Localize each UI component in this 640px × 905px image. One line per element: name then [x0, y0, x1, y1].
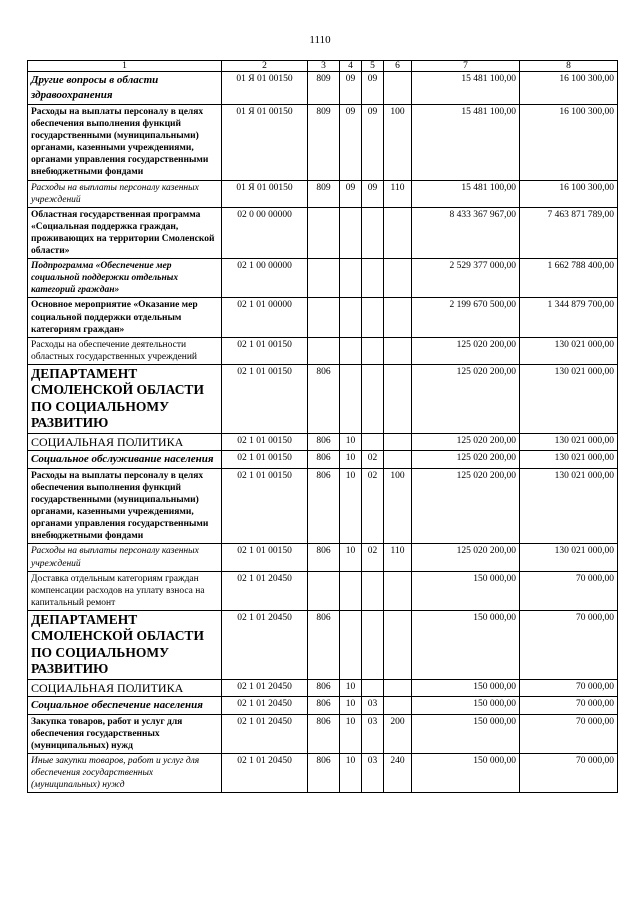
row-name: Основное мероприятие «Оказание мер социальной поддержки отдельным категориям граждан»	[28, 298, 222, 337]
row-ministry: 806	[308, 544, 340, 571]
row-name: Расходы на выплаты персоналу казенных учреждений	[28, 544, 222, 571]
row-section: 10	[340, 714, 362, 753]
row-code: 02 1 01 00150	[222, 450, 308, 468]
row-code: 02 1 00 00000	[222, 259, 308, 298]
row-section: 10	[340, 544, 362, 571]
row-ministry: 806	[308, 364, 340, 433]
row-amount-year2: 7 463 871 789,00	[520, 207, 618, 258]
row-amount-year2: 70 000,00	[520, 610, 618, 679]
row-subsection: 09	[362, 72, 384, 105]
row-subsection: 03	[362, 714, 384, 753]
row-expense-type	[384, 679, 412, 696]
row-name: Социальное обеспечение населения	[28, 696, 222, 714]
row-subsection: 03	[362, 754, 384, 793]
row-subsection: 03	[362, 696, 384, 714]
row-expense-type: 240	[384, 754, 412, 793]
row-subsection	[362, 259, 384, 298]
row-expense-type: 110	[384, 544, 412, 571]
table-row	[28, 544, 618, 571]
row-code: 01 Я 01 00150	[222, 180, 308, 207]
row-amount-year1: 8 433 367 967,00	[412, 207, 520, 258]
row-amount-year1: 150 000,00	[412, 696, 520, 714]
row-amount-year1: 125 020 200,00	[412, 337, 520, 364]
column-header: 6	[384, 61, 412, 72]
row-amount-year2: 16 100 300,00	[520, 180, 618, 207]
row-expense-type: 100	[384, 105, 412, 181]
row-code: 02 1 01 00000	[222, 298, 308, 337]
row-code: 02 1 01 20450	[222, 696, 308, 714]
row-expense-type	[384, 207, 412, 258]
row-expense-type: 200	[384, 714, 412, 753]
table-row	[28, 364, 618, 433]
row-amount-year1: 125 020 200,00	[412, 468, 520, 544]
row-amount-year1: 2 199 670 500,00	[412, 298, 520, 337]
row-amount-year1: 125 020 200,00	[412, 433, 520, 450]
row-subsection	[362, 571, 384, 610]
row-code: 02 1 01 20450	[222, 571, 308, 610]
row-subsection	[362, 433, 384, 450]
row-subsection: 02	[362, 450, 384, 468]
row-amount-year1: 15 481 100,00	[412, 105, 520, 181]
row-amount-year2: 130 021 000,00	[520, 433, 618, 450]
row-amount-year1: 15 481 100,00	[412, 72, 520, 105]
row-name: Расходы на выплаты персоналу казенных учреждений	[28, 180, 222, 207]
row-name: ДЕПАРТАМЕНТ СМОЛЕНСКОЙ ОБЛАСТИ ПО СОЦИАЛЬНОМУ РАЗВИТИЮ	[28, 610, 222, 679]
table-row	[28, 433, 618, 450]
row-name: Подпрограмма «Обеспечение мер социальной поддержки отдельных категорий граждан»	[28, 259, 222, 298]
row-section: 10	[340, 679, 362, 696]
row-name: Доставка отдельным категориям граждан компенсации расходов на уплату взноса на капитальный ремонт	[28, 571, 222, 610]
row-name: Расходы на обеспечение деятельности областных государственных учреждений	[28, 337, 222, 364]
row-amount-year2: 130 021 000,00	[520, 450, 618, 468]
row-ministry: 809	[308, 105, 340, 181]
row-code: 02 1 01 20450	[222, 610, 308, 679]
row-expense-type	[384, 610, 412, 679]
row-section	[340, 364, 362, 433]
row-subsection	[362, 298, 384, 337]
table-row	[28, 468, 618, 544]
row-expense-type	[384, 337, 412, 364]
budget-table	[27, 60, 618, 793]
row-name: Расходы на выплаты персоналу в целях обеспечения выполнения функций государственными (муниципальными) органами, казенными учреждениями, органами управления государственными внебюджетными фондами	[28, 105, 222, 181]
row-ministry: 806	[308, 450, 340, 468]
row-ministry	[308, 337, 340, 364]
row-expense-type	[384, 450, 412, 468]
row-section: 09	[340, 72, 362, 105]
row-subsection: 09	[362, 105, 384, 181]
row-ministry: 806	[308, 468, 340, 544]
row-expense-type	[384, 298, 412, 337]
row-section: 10	[340, 450, 362, 468]
row-code: 02 1 01 20450	[222, 714, 308, 753]
row-name: Расходы на выплаты персоналу в целях обеспечения выполнения функций государственными (муниципальными) органами, казенными учреждениями, органами управления государственными внебюджетными фондами	[28, 468, 222, 544]
row-amount-year2: 130 021 000,00	[520, 364, 618, 433]
row-code: 02 0 00 00000	[222, 207, 308, 258]
row-section	[340, 610, 362, 679]
row-ministry	[308, 207, 340, 258]
row-ministry: 806	[308, 714, 340, 753]
row-amount-year1: 125 020 200,00	[412, 544, 520, 571]
row-ministry: 806	[308, 696, 340, 714]
column-header: 4	[340, 61, 362, 72]
row-amount-year2: 130 021 000,00	[520, 468, 618, 544]
row-amount-year2: 1 662 788 400,00	[520, 259, 618, 298]
row-ministry	[308, 259, 340, 298]
row-ministry	[308, 298, 340, 337]
row-name: СОЦИАЛЬНАЯ ПОЛИТИКА	[28, 679, 222, 696]
row-amount-year1: 15 481 100,00	[412, 180, 520, 207]
row-name: СОЦИАЛЬНАЯ ПОЛИТИКА	[28, 433, 222, 450]
row-code: 01 Я 01 00150	[222, 105, 308, 181]
row-expense-type	[384, 364, 412, 433]
row-section: 09	[340, 180, 362, 207]
row-name: Закупка товаров, работ и услуг для обеспечения государственных (муниципальных) нужд	[28, 714, 222, 753]
table-row	[28, 259, 618, 298]
row-amount-year2: 70 000,00	[520, 571, 618, 610]
column-header: 3	[308, 61, 340, 72]
row-amount-year1: 2 529 377 000,00	[412, 259, 520, 298]
row-amount-year1: 150 000,00	[412, 754, 520, 793]
row-name: Областная государственная программа «Социальная поддержка граждан, проживающих на территории Смоленской области»	[28, 207, 222, 258]
row-subsection: 02	[362, 468, 384, 544]
row-code: 02 1 01 00150	[222, 337, 308, 364]
row-amount-year2: 1 344 879 700,00	[520, 298, 618, 337]
table-row	[28, 714, 618, 753]
table-row	[28, 610, 618, 679]
row-name: Иные закупки товаров, работ и услуг для обеспечения государственных (муниципальных) нужд	[28, 754, 222, 793]
row-section: 09	[340, 105, 362, 181]
row-amount-year2: 16 100 300,00	[520, 105, 618, 181]
row-amount-year1: 150 000,00	[412, 714, 520, 753]
row-section	[340, 337, 362, 364]
row-code: 01 Я 01 00150	[222, 72, 308, 105]
row-name: ДЕПАРТАМЕНТ СМОЛЕНСКОЙ ОБЛАСТИ ПО СОЦИАЛЬНОМУ РАЗВИТИЮ	[28, 364, 222, 433]
row-subsection	[362, 679, 384, 696]
row-section	[340, 571, 362, 610]
table-row	[28, 298, 618, 337]
row-amount-year2: 70 000,00	[520, 754, 618, 793]
row-expense-type	[384, 259, 412, 298]
row-expense-type: 110	[384, 180, 412, 207]
column-header: 7	[412, 61, 520, 72]
row-ministry: 806	[308, 754, 340, 793]
row-subsection: 09	[362, 180, 384, 207]
column-header: 2	[222, 61, 308, 72]
table-row	[28, 450, 618, 468]
row-amount-year2: 70 000,00	[520, 714, 618, 753]
row-section: 10	[340, 433, 362, 450]
row-expense-type: 100	[384, 468, 412, 544]
table-row	[28, 754, 618, 793]
row-code: 02 1 01 20450	[222, 754, 308, 793]
row-amount-year2: 16 100 300,00	[520, 72, 618, 105]
row-amount-year2: 130 021 000,00	[520, 337, 618, 364]
row-subsection	[362, 364, 384, 433]
row-section: 10	[340, 468, 362, 544]
table-row	[28, 679, 618, 696]
row-section	[340, 259, 362, 298]
row-name: Социальное обслуживание населения	[28, 450, 222, 468]
row-subsection	[362, 610, 384, 679]
row-section	[340, 207, 362, 258]
table-row	[28, 105, 618, 181]
table-row	[28, 571, 618, 610]
column-header: 8	[520, 61, 618, 72]
row-subsection	[362, 207, 384, 258]
row-ministry: 806	[308, 433, 340, 450]
row-amount-year2: 70 000,00	[520, 696, 618, 714]
row-amount-year1: 125 020 200,00	[412, 450, 520, 468]
row-expense-type	[384, 696, 412, 714]
row-section: 10	[340, 696, 362, 714]
row-expense-type	[384, 433, 412, 450]
row-expense-type	[384, 571, 412, 610]
row-ministry: 809	[308, 72, 340, 105]
table-row	[28, 72, 618, 105]
row-code: 02 1 01 00150	[222, 433, 308, 450]
column-header: 5	[362, 61, 384, 72]
row-amount-year2: 70 000,00	[520, 679, 618, 696]
row-ministry	[308, 571, 340, 610]
row-ministry: 806	[308, 610, 340, 679]
row-section	[340, 298, 362, 337]
row-ministry: 806	[308, 679, 340, 696]
row-code: 02 1 01 00150	[222, 364, 308, 433]
table-row	[28, 207, 618, 258]
row-amount-year1: 125 020 200,00	[412, 364, 520, 433]
table-row	[28, 696, 618, 714]
row-code: 02 1 01 00150	[222, 544, 308, 571]
column-header: 1	[28, 61, 222, 72]
table-row	[28, 180, 618, 207]
page-number: 1110	[309, 34, 331, 46]
row-subsection: 02	[362, 544, 384, 571]
row-amount-year1: 150 000,00	[412, 571, 520, 610]
row-code: 02 1 01 20450	[222, 679, 308, 696]
table-header-row	[28, 61, 618, 72]
row-code: 02 1 01 00150	[222, 468, 308, 544]
row-subsection	[362, 337, 384, 364]
table-row	[28, 337, 618, 364]
row-section: 10	[340, 754, 362, 793]
row-amount-year2: 130 021 000,00	[520, 544, 618, 571]
row-amount-year1: 150 000,00	[412, 679, 520, 696]
row-expense-type	[384, 72, 412, 105]
row-name: Другие вопросы в области здравоохранения	[28, 72, 222, 105]
row-ministry: 809	[308, 180, 340, 207]
row-amount-year1: 150 000,00	[412, 610, 520, 679]
